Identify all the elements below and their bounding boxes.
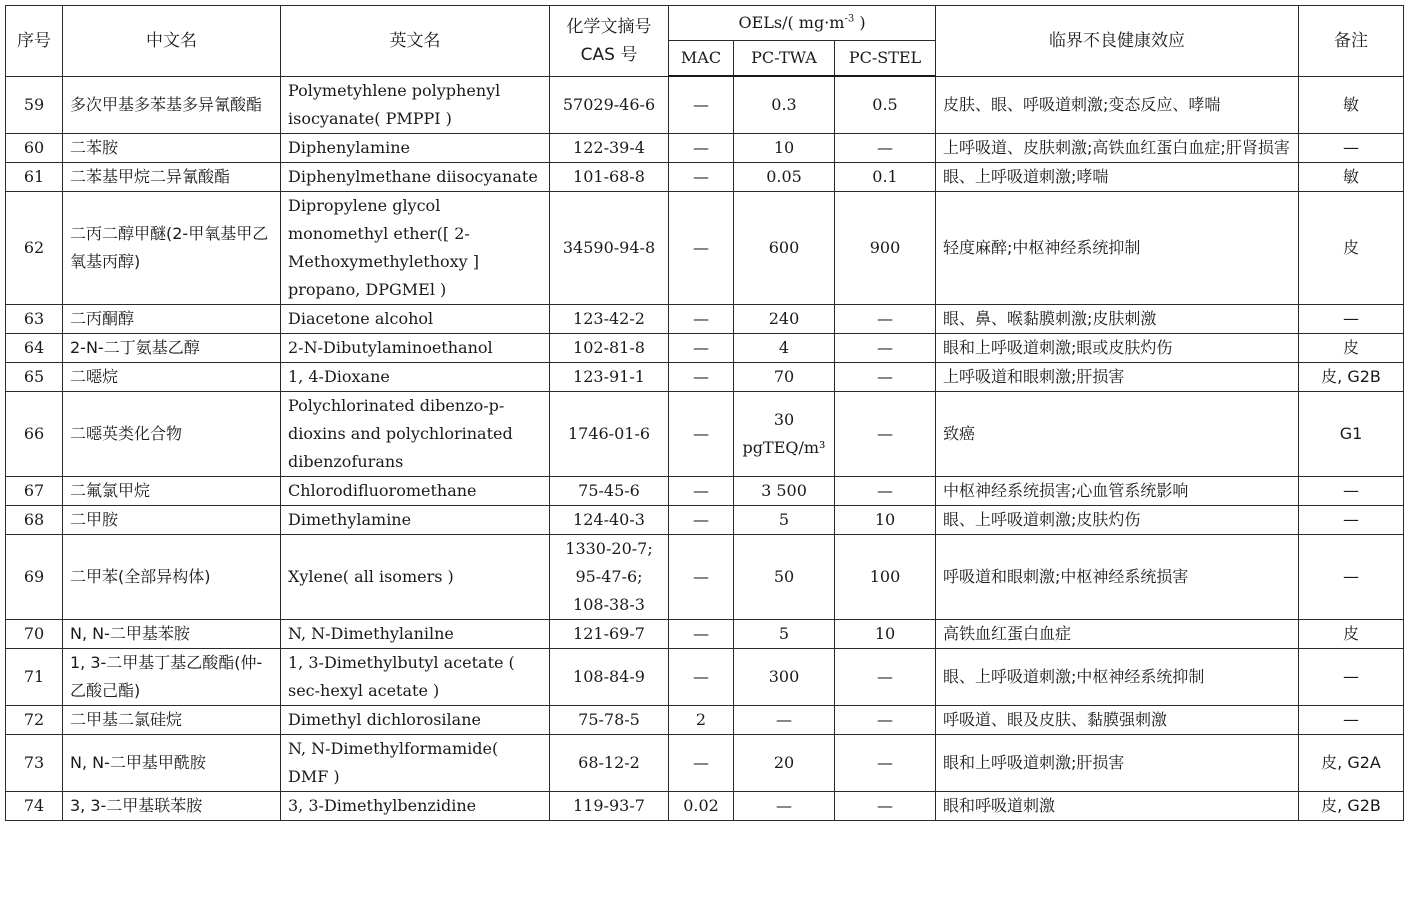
cell-pc-twa — [734, 648, 835, 705]
twa-value: 600 — [768, 237, 800, 257]
cell-pc-stel: — — [835, 133, 936, 162]
twa-value: 3 500 — [761, 480, 807, 500]
cell-mac: — — [669, 76, 734, 133]
twa-value: — — [776, 709, 792, 729]
twa-value: 30 — [773, 409, 795, 429]
cell-pc-stel: 0.1 — [835, 162, 936, 191]
cell-cas: 68-12-2 — [550, 734, 669, 791]
cell-mac: 0.02 — [669, 791, 734, 820]
cell-no: 64 — [6, 333, 63, 362]
twa-value: 10 — [773, 137, 795, 157]
cell-pc-stel: — — [835, 362, 936, 391]
cell-pc-twa — [734, 133, 835, 162]
cell-pc-stel: — — [835, 391, 936, 476]
cell-note: — — [1299, 705, 1404, 734]
cell-cn-name: 1, 3-二甲基丁基乙酸酯(仲-乙酸己酯) — [63, 648, 281, 705]
cell-cn-name: 3, 3-二甲基联苯胺 — [63, 791, 281, 820]
cell-pc-twa — [734, 705, 835, 734]
cell-mac: — — [669, 476, 734, 505]
cell-pc-stel: — — [835, 304, 936, 333]
cell-pc-twa — [734, 391, 835, 476]
cell-pc-stel: 10 — [835, 619, 936, 648]
cell-cn-name: 二甲基二氯硅烷 — [63, 705, 281, 734]
twa-value: — — [776, 795, 792, 815]
header-no: 序号 — [6, 6, 63, 77]
table-row — [6, 333, 1404, 362]
cell-effect: 眼和上呼吸道刺激;肝损害 — [936, 734, 1299, 791]
cell-en-name: Chlorodifluoromethane — [281, 476, 550, 505]
cell-pc-stel: 0.5 — [835, 76, 936, 133]
cell-pc-stel: — — [835, 705, 936, 734]
cell-effect: 眼、鼻、喉黏膜刺激;皮肤刺激 — [936, 304, 1299, 333]
cell-cn-name: 二噁烷 — [63, 362, 281, 391]
header-pc-stel: PC-STEL — [835, 41, 936, 77]
cell-cas: 123-42-2 — [550, 304, 669, 333]
cell-en-name: Polymetyhlene polyphenyl isocyanate( PMPPI ) — [281, 76, 550, 133]
twa-value: 4 — [778, 337, 790, 357]
twa-value: 300 — [768, 666, 800, 686]
table-row — [6, 705, 1404, 734]
cell-mac: — — [669, 362, 734, 391]
cell-pc-twa — [734, 333, 835, 362]
cell-effect: 致癌 — [936, 391, 1299, 476]
cell-cas: 108-84-9 — [550, 648, 669, 705]
cell-pc-twa — [734, 791, 835, 820]
header-oels-sup: -3 — [844, 13, 855, 25]
header-oels — [669, 6, 936, 41]
cell-no: 66 — [6, 391, 63, 476]
cell-note: — — [1299, 476, 1404, 505]
cell-cn-name: 二氟氯甲烷 — [63, 476, 281, 505]
cell-no: 73 — [6, 734, 63, 791]
cell-cas: 34590-94-8 — [550, 191, 669, 304]
cell-pc-stel: — — [835, 476, 936, 505]
cell-cas: 101-68-8 — [550, 162, 669, 191]
cell-cas: 75-78-5 — [550, 705, 669, 734]
header-effects: 临界不良健康效应 — [936, 6, 1299, 77]
cell-no: 67 — [6, 476, 63, 505]
twa-value: 20 — [773, 752, 795, 772]
cell-effect: 上呼吸道、皮肤刺激;高铁血红蛋白血症;肝肾损害 — [936, 133, 1299, 162]
twa-value: 70 — [773, 366, 795, 386]
cell-mac: 2 — [669, 705, 734, 734]
cell-en-name: N, N-Dimethylanilne — [281, 619, 550, 648]
cell-note: — — [1299, 133, 1404, 162]
table-body — [6, 76, 1404, 820]
cell-note: 敏 — [1299, 162, 1404, 191]
cell-effect: 皮肤、眼、呼吸道刺激;变态反应、哮喘 — [936, 76, 1299, 133]
cell-en-name: Dimethyl dichlorosilane — [281, 705, 550, 734]
cell-effect: 呼吸道和眼刺激;中枢神经系统损害 — [936, 534, 1299, 619]
cell-effect: 上呼吸道和眼刺激;肝损害 — [936, 362, 1299, 391]
header-cn-name: 中文名 — [63, 6, 281, 77]
cell-note: 皮, G2B — [1299, 791, 1404, 820]
cell-no: 74 — [6, 791, 63, 820]
table-row — [6, 162, 1404, 191]
twa-value: 50 — [773, 566, 795, 586]
cell-cn-name: 二甲胺 — [63, 505, 281, 534]
cell-pc-twa — [734, 476, 835, 505]
table-row — [6, 362, 1404, 391]
header-pc-twa: PC-TWA — [734, 41, 835, 77]
cell-en-name: Dimethylamine — [281, 505, 550, 534]
cell-cas: 121-69-7 — [550, 619, 669, 648]
cell-pc-twa — [734, 734, 835, 791]
cell-pc-twa — [734, 505, 835, 534]
cell-note: — — [1299, 534, 1404, 619]
cell-note: — — [1299, 505, 1404, 534]
cell-note: 皮, G2B — [1299, 362, 1404, 391]
table-row — [6, 648, 1404, 705]
oel-table — [5, 5, 1404, 821]
cell-cn-name: 多次甲基多苯基多异氰酸酯 — [63, 76, 281, 133]
twa-unit: pgTEQ/m³ — [742, 437, 826, 457]
cell-en-name: Dipropylene glycol monomethyl ether([ 2-Methoxymethylethoxy ] propano, DPGMEl ) — [281, 191, 550, 304]
cell-pc-stel: — — [835, 648, 936, 705]
twa-value: 5 — [778, 509, 790, 529]
cell-mac: — — [669, 304, 734, 333]
cell-no: 69 — [6, 534, 63, 619]
cell-pc-stel: — — [835, 734, 936, 791]
cell-pc-stel: — — [835, 791, 936, 820]
cell-note: 敏 — [1299, 76, 1404, 133]
cell-mac: — — [669, 391, 734, 476]
table-row — [6, 476, 1404, 505]
header-en-name: 英文名 — [281, 6, 550, 77]
cell-cn-name: N, N-二甲基苯胺 — [63, 619, 281, 648]
cell-cn-name: 二丙酮醇 — [63, 304, 281, 333]
cell-pc-twa — [734, 76, 835, 133]
cell-effect: 呼吸道、眼及皮肤、黏膜强刺激 — [936, 705, 1299, 734]
cell-pc-stel: 100 — [835, 534, 936, 619]
cell-note: 皮, G2A — [1299, 734, 1404, 791]
cell-note: — — [1299, 304, 1404, 333]
cell-note: 皮 — [1299, 191, 1404, 304]
cell-cn-name: 二甲苯(全部异构体) — [63, 534, 281, 619]
cell-cas: 119-93-7 — [550, 791, 669, 820]
cell-en-name: Polychlorinated dibenzo-p-dioxins and polychlorinated dibenzofurans — [281, 391, 550, 476]
cell-no: 71 — [6, 648, 63, 705]
cell-no: 72 — [6, 705, 63, 734]
cell-note: G1 — [1299, 391, 1404, 476]
cell-effect: 轻度麻醉;中枢神经系统抑制 — [936, 191, 1299, 304]
cell-no: 62 — [6, 191, 63, 304]
cell-en-name: Diacetone alcohol — [281, 304, 550, 333]
cell-pc-twa — [734, 162, 835, 191]
cell-pc-twa — [734, 191, 835, 304]
cell-mac: — — [669, 619, 734, 648]
table-row — [6, 534, 1404, 619]
cell-en-name: Diphenylmethane diisocyanate — [281, 162, 550, 191]
table-row — [6, 133, 1404, 162]
cell-pc-stel: 900 — [835, 191, 936, 304]
cell-cas: 124-40-3 — [550, 505, 669, 534]
header-mac: MAC — [669, 41, 734, 77]
cell-mac: — — [669, 734, 734, 791]
cell-en-name: Xylene( all isomers ) — [281, 534, 550, 619]
cell-cn-name: 2-N-二丁氨基乙醇 — [63, 333, 281, 362]
cell-en-name: 3, 3-Dimethylbenzidine — [281, 791, 550, 820]
cell-cn-name: N, N-二甲基甲酰胺 — [63, 734, 281, 791]
cell-cn-name: 二丙二醇甲醚(2-甲氧基甲乙氧基丙醇) — [63, 191, 281, 304]
cell-mac: — — [669, 505, 734, 534]
cell-mac: — — [669, 162, 734, 191]
cell-cas: 123-91-1 — [550, 362, 669, 391]
cell-pc-stel: 10 — [835, 505, 936, 534]
cell-cas: 1330-20-7; 95-47-6; 108-38-3 — [550, 534, 669, 619]
table-row — [6, 734, 1404, 791]
table-row — [6, 791, 1404, 820]
cell-en-name: 1, 4-Dioxane — [281, 362, 550, 391]
cell-effect: 眼、上呼吸道刺激;哮喘 — [936, 162, 1299, 191]
header-notes: 备注 — [1299, 6, 1404, 77]
cell-no: 61 — [6, 162, 63, 191]
cell-en-name: 1, 3-Dimethylbutyl acetate ( sec-hexyl acetate ) — [281, 648, 550, 705]
cell-effect: 眼和呼吸道刺激 — [936, 791, 1299, 820]
cell-no: 65 — [6, 362, 63, 391]
cell-effect: 眼、上呼吸道刺激;中枢神经系统抑制 — [936, 648, 1299, 705]
table-row — [6, 76, 1404, 133]
cell-cas: 102-81-8 — [550, 333, 669, 362]
cell-note: 皮 — [1299, 619, 1404, 648]
twa-value: 0.3 — [771, 94, 797, 114]
header-oels-prefix: OELs/( mg·m — [738, 13, 845, 32]
cell-no: 68 — [6, 505, 63, 534]
cell-cn-name: 二苯胺 — [63, 133, 281, 162]
cell-en-name: 2-N-Dibutylaminoethanol — [281, 333, 550, 362]
cell-pc-twa — [734, 619, 835, 648]
cell-effect: 眼、上呼吸道刺激;皮肤灼伤 — [936, 505, 1299, 534]
table-row — [6, 304, 1404, 333]
cell-pc-twa — [734, 304, 835, 333]
cell-mac: — — [669, 133, 734, 162]
cell-effect: 高铁血红蛋白血症 — [936, 619, 1299, 648]
cell-cas: 122-39-4 — [550, 133, 669, 162]
cell-cas: 57029-46-6 — [550, 76, 669, 133]
table-header — [6, 6, 1404, 77]
cell-mac: — — [669, 534, 734, 619]
table-row — [6, 391, 1404, 476]
cell-effect: 眼和上呼吸道刺激;眼或皮肤灼伤 — [936, 333, 1299, 362]
twa-value: 5 — [778, 623, 790, 643]
twa-value: 240 — [768, 308, 800, 328]
cell-no: 70 — [6, 619, 63, 648]
table-row — [6, 505, 1404, 534]
table-row — [6, 619, 1404, 648]
cell-pc-twa — [734, 534, 835, 619]
header-cas-line2: CAS 号 — [580, 44, 638, 65]
cell-no: 63 — [6, 304, 63, 333]
cell-pc-stel: — — [835, 333, 936, 362]
cell-cn-name: 二苯基甲烷二异氰酸酯 — [63, 162, 281, 191]
header-cas-line1: 化学文摘号 — [566, 16, 652, 37]
cell-effect: 中枢神经系统损害;心血管系统影响 — [936, 476, 1299, 505]
cell-no: 59 — [6, 76, 63, 133]
cell-no: 60 — [6, 133, 63, 162]
cell-en-name: Diphenylamine — [281, 133, 550, 162]
cell-cn-name: 二噁英类化合物 — [63, 391, 281, 476]
cell-pc-twa — [734, 362, 835, 391]
cell-cas: 75-45-6 — [550, 476, 669, 505]
cell-mac: — — [669, 333, 734, 362]
header-cas — [550, 6, 669, 77]
cell-note: — — [1299, 648, 1404, 705]
cell-note: 皮 — [1299, 333, 1404, 362]
twa-value: 0.05 — [766, 166, 802, 186]
table-row — [6, 191, 1404, 304]
cell-mac: — — [669, 191, 734, 304]
cell-mac: — — [669, 648, 734, 705]
cell-en-name: N, N-Dimethylformamide( DMF ) — [281, 734, 550, 791]
cell-cas: 1746-01-6 — [550, 391, 669, 476]
header-oels-suffix: ) — [854, 13, 866, 32]
